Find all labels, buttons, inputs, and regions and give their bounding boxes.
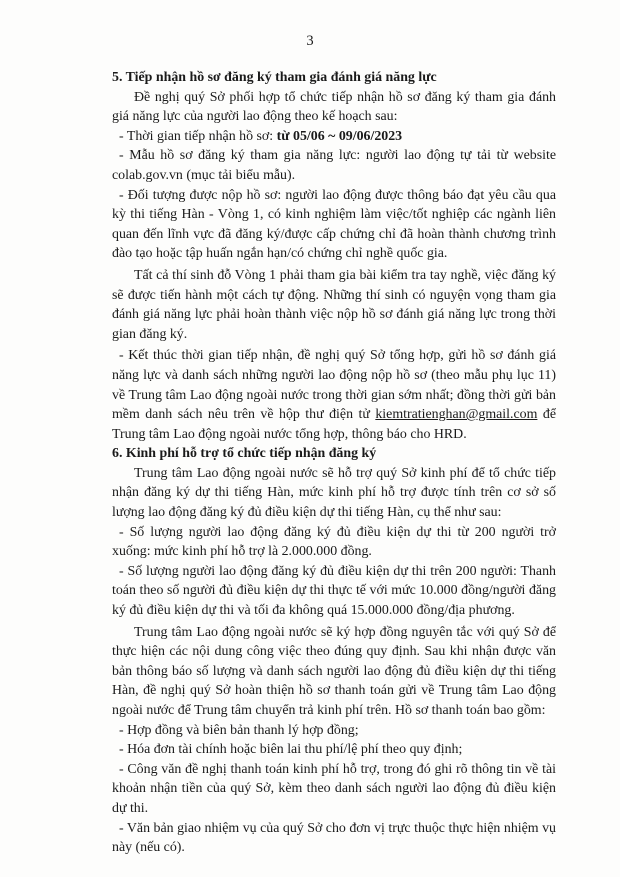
reception-time [112,127,556,147]
reception-time-label: - Thời gian tiếp nhận hồ sơ: [119,128,277,144]
reception-end-text: - Kết thúc thời gian tiếp nhận, đề nghị quý Sở tổng hợp, gửi hồ sơ đánh giá năng lực và danh sách những người lao động nộp hồ sơ (theo mẫu phụ lục 11) về Trung tâm Lao động ngoài nước trong thời gian sớm nhất; đồng thời gửi bản mềm danh sách nêu trên về hộp thư điện tử [112,348,556,423]
email-link[interactable]: kiemtratienghan@gmail.com [375,407,538,423]
funding-under-200: - Số lượng người lao động đăng ký đủ điều kiện dự thi từ 200 người trở xuống: mức kinh phí hỗ trợ là 2.000.000 đồng. [112,524,556,560]
section-6-title: 6. Kinh phí hỗ trợ tổ chức tiếp nhận đăng ký [112,446,377,462]
reception-time-value: từ 05/06 ~ 09/06/2023 [276,128,403,144]
page-number: 3 [306,33,314,49]
form-instruction: - Mẫu hồ sơ đăng ký tham gia năng lực: người lao động tự tải từ website colab.gov.vn (mục tải biểu mẫu). [112,148,556,183]
contract-paragraph: Trung tâm Lao động ngoài nước sẽ ký hợp đồng nguyên tắc với quý Sở để thực hiện các nội dung công việc theo đúng quy định. Sau khi nhận được văn bản thông báo số lượng và danh sách người lao động đủ điều kiện dự thi tiếng Hàn, đề nghị quý Sở hoàn thiện hồ sơ thanh toán gửi về Trung tâm Lao động ngoài nước để Trung tâm chuyển trả kinh phí trên. Hồ sơ thanh toán bao gồm: [112,624,556,718]
payment-item: - Công văn đề nghị thanh toán kinh phí hỗ trợ, trong đó ghi rõ thông tin về tài khoản nhận tiền của quý Sở, kèm theo danh sách người lao động đủ điều kiện dự thi. [112,761,556,816]
section-5-title: 5. Tiếp nhận hồ sơ đăng ký tham gia đánh giá năng lực [112,70,437,85]
all-candidates-note: Tất cả thí sinh đỗ Vòng 1 phải tham gia bài kiểm tra tay nghề, việc đăng ký sẽ được tiến hành một cách tự động. Những thí sinh có nguyện vọng tham gia đánh giá năng lực phải hoàn thành việc nộp hồ sơ đánh giá năng lực trong thời gian đăng ký. [112,267,556,342]
section-5-intro: Đề nghị quý Sở phối hợp tổ chức tiếp nhận hồ sơ đăng ký tham gia đánh giá năng lực của người lao động theo kế hoạch sau: [112,89,556,125]
funding-over-200: - Số lượng người lao động đăng ký đủ điều kiện dự thi trên 200 người: Thanh toán theo số người đủ điều kiện dự thi thực tế với mức 10.000 đồng/người đăng ký đủ điều kiện dự thi và tối đa không quá 15.000.000 đồng/địa phương. [112,563,556,619]
reception-end-instruction [112,346,556,444]
section-6-intro: Trung tâm Lao động ngoài nước sẽ hỗ trợ quý Sở kinh phí để tổ chức tiếp nhận đăng ký dự thi tiếng Hàn, mức kinh phí hỗ trợ được tính trên cơ sở số lượng lao động đăng ký đủ điều kiện dự thi tiếng Hàn, cụ thể như sau: [112,465,556,521]
reception-end-text-tail: để Trung tâm Lao động ngoài nước tổng hợp, thông báo cho HRD. [112,407,556,442]
payment-item: - Hợp đồng và biên bản thanh lý hợp đồng; [119,722,359,738]
payment-item: - Hóa đơn tài chính hoặc biên lai thu phí/lệ phí theo quy định; [119,742,463,758]
document-body [112,68,556,858]
payment-item: - Văn bản giao nhiệm vụ của quý Sở cho đơn vị trực thuộc thực hiện nhiệm vụ này (nếu có). [112,820,556,856]
eligible-applicants: - Đối tượng được nộp hồ sơ: người lao động được thông báo đạt yêu cầu qua kỳ thi tiếng Hàn - Vòng 1, có kinh nghiệm làm việc/tốt nghiệp các ngành liên quan đến lĩnh vực đã đăng ký/được cấp chứng chỉ đã hoàn thành chương trình đào tạo hoặc tập huấn ngắn hạn/có chứng chỉ nghề quốc gia. [112,187,556,262]
